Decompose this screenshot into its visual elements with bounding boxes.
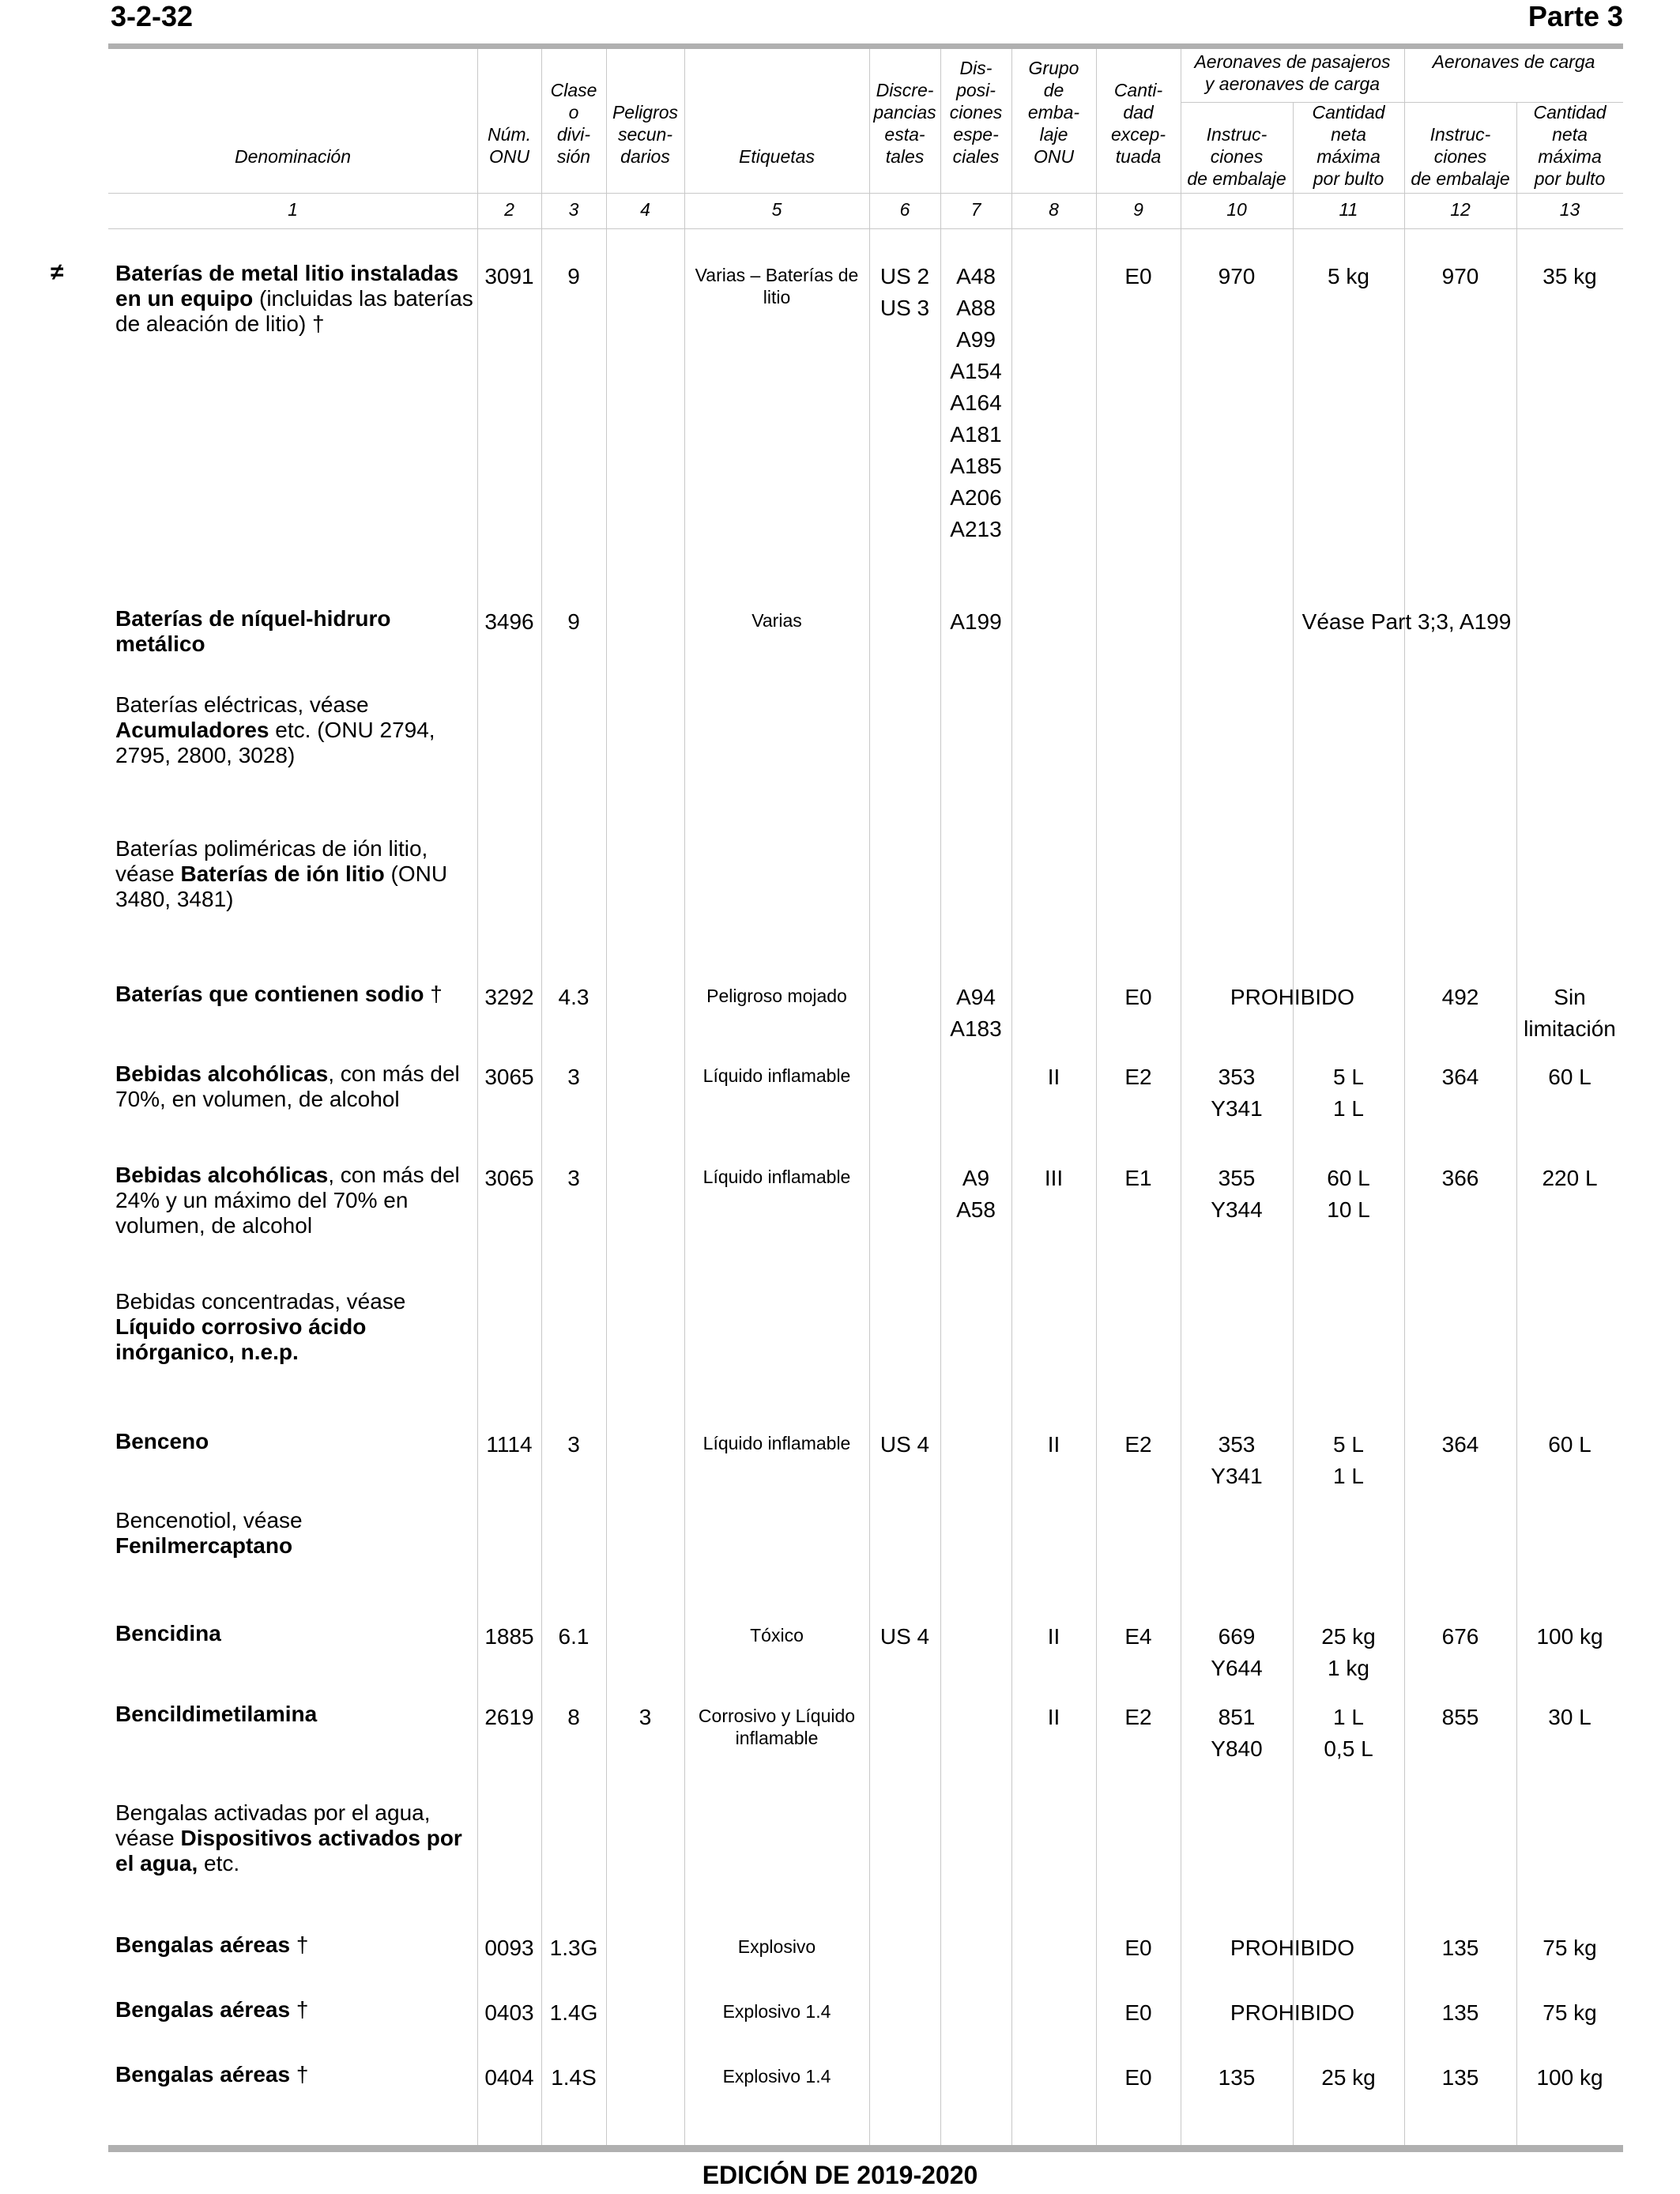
entry-name-bold: Líquido corrosivo ácido inórganico, n.e.p. <box>115 1314 367 1364</box>
entry-name-bold: Bebidas alcohólicas <box>115 1163 329 1187</box>
entry-name-bold: Bebidas alcohólicas <box>115 1061 329 1086</box>
cell-onu: 0093 <box>484 1936 534 1960</box>
col-number: 12 <box>1450 199 1471 220</box>
cell-denominacion <box>115 1702 479 1727</box>
entry-name-text: (incluidas las baterías de aleación de litio) † <box>115 286 473 336</box>
cell-grupo: II <box>1047 1432 1060 1457</box>
cell-cant-exc: E0 <box>1124 264 1152 288</box>
cell-inst1: 353 Y341 <box>1211 1065 1263 1121</box>
cell-inst2: 135 <box>1441 1936 1479 1960</box>
entry-name-bold: Bengalas aéreas <box>115 1932 291 1957</box>
header-cantidad-exceptuada: Canti- dad excep- tuada <box>1110 80 1166 167</box>
change-mark: ≠ <box>51 259 64 285</box>
cell-disposiciones: A48 A88 A99 A154 A164 A181 A185 A206 A213 <box>950 264 1002 541</box>
cell-cant-exc: E2 <box>1124 1065 1152 1089</box>
cell-denominacion <box>115 1289 479 1365</box>
cell-peligros: 3 <box>638 1705 652 1729</box>
part-label: Parte 3 <box>1527 0 1623 32</box>
entry-name-bold: Baterías de ión litio <box>180 861 385 886</box>
cell-etiquetas: Peligroso mojado <box>706 986 847 1006</box>
cell-cant-exc: E0 <box>1124 985 1152 1009</box>
entry-name-text: , con más del 24% y un máximo del 70% en volumen, de alcohol <box>115 1163 460 1238</box>
cell-denominacion <box>115 1621 479 1646</box>
entry-name-bold: Bencildimetilamina <box>115 1702 318 1726</box>
col-number: 2 <box>504 199 514 220</box>
cell-denominacion <box>115 836 479 912</box>
cell-inst1: 669 Y644 <box>1211 1624 1263 1680</box>
cell-denominacion <box>115 1997 479 2022</box>
col-number: 3 <box>568 199 579 220</box>
cell-onu: 1114 <box>486 1432 533 1457</box>
cell-denominacion <box>115 982 479 1007</box>
cell-denominacion <box>115 1800 479 1876</box>
col-number: 13 <box>1559 199 1580 220</box>
cell-cant2: Sin limitación <box>1524 985 1616 1041</box>
col-number: 11 <box>1339 199 1358 220</box>
cell-clase: 9 <box>567 609 580 634</box>
cell-inst1: 355 Y344 <box>1211 1166 1263 1222</box>
cell-etiquetas: Varias – Baterías de litio <box>695 265 859 307</box>
cell-inst2: 366 <box>1441 1166 1479 1190</box>
entry-name-text: Baterías eléctricas, véase <box>115 692 369 717</box>
entry-name-text: etc. (ONU 2794, 2795, 2800, 3028) <box>115 718 435 767</box>
cell-grupo: III <box>1044 1166 1064 1190</box>
cell-cant-exc: E0 <box>1124 1936 1152 1960</box>
cell-discrepancias: US 4 <box>880 1432 930 1457</box>
header-cantidad-neta-1: Cantidad neta máxima por bulto <box>1312 102 1385 189</box>
cell-cant1: 5 L 1 L <box>1333 1432 1364 1488</box>
entry-name-bold: Baterías de níquel-hidruro metálico <box>115 606 391 656</box>
cell-cant2: 100 kg <box>1536 1624 1603 1649</box>
header-num-onu: Núm. ONU <box>488 124 531 167</box>
cell-clase: 1.4S <box>551 2065 597 2090</box>
cell-cant2: 30 L <box>1548 1705 1591 1729</box>
cell-onu: 0404 <box>484 2065 534 2090</box>
cell-discrepancias: US 2 US 3 <box>880 264 930 320</box>
cell-denominacion <box>115 692 479 768</box>
cell-grupo: II <box>1047 1705 1060 1729</box>
cell-clase: 1.3G <box>549 1936 598 1960</box>
header-grupo: Grupo de emba- laje ONU <box>1027 58 1080 167</box>
cell-etiquetas: Líquido inflamable <box>703 1065 851 1086</box>
cell-onu: 3091 <box>484 264 534 288</box>
cell-denominacion <box>115 2062 479 2087</box>
cell-denominacion <box>115 1932 479 1958</box>
entry-name-text: † <box>290 1932 309 1957</box>
cell-prohibido: PROHIBIDO <box>1230 1936 1355 1960</box>
header-discrepancias: Discre- pancias esta- tales <box>873 80 936 167</box>
cell-denominacion <box>115 606 479 657</box>
entry-name-bold: Fenilmercaptano <box>115 1533 293 1558</box>
header-pasajeros-group: Aeronaves de pasajeros y aeronaves de carga <box>1194 51 1391 94</box>
cell-cant2: 35 kg <box>1543 264 1597 288</box>
cell-onu: 3292 <box>484 985 534 1009</box>
cell-clase: 9 <box>567 264 580 288</box>
cell-cant2: 60 L <box>1548 1432 1591 1457</box>
cell-grupo: II <box>1047 1065 1060 1089</box>
cell-denominacion <box>115 261 479 337</box>
cell-inst1: 353 Y341 <box>1211 1432 1263 1488</box>
cell-etiquetas: Tóxico <box>750 1625 804 1646</box>
cell-clase: 4.3 <box>558 985 590 1009</box>
cell-denominacion <box>115 1163 479 1238</box>
entry-name-bold: Bencidina <box>115 1621 221 1646</box>
cell-prohibido: PROHIBIDO <box>1230 2000 1355 2025</box>
cell-cant1: 5 kg <box>1328 264 1369 288</box>
cell-cant-exc: E4 <box>1124 1624 1152 1649</box>
entry-name-text: † <box>290 1997 309 2022</box>
cell-inst1: 851 Y840 <box>1211 1705 1263 1761</box>
cell-clase: 3 <box>567 1166 580 1190</box>
col-number: 8 <box>1049 199 1059 220</box>
entry-name-text: Bengalas activadas por el agua, véase <box>115 1800 431 1850</box>
cell-cant1: 1 L 0,5 L <box>1324 1705 1373 1761</box>
entry-name-bold: Dispositivos activados por el agua, <box>115 1826 462 1875</box>
cell-denominacion <box>115 1061 479 1112</box>
col-number: 1 <box>288 199 298 220</box>
page-number: 3-2-32 <box>111 0 194 32</box>
bottom-rule <box>108 2145 1623 2152</box>
col-number: 4 <box>640 199 650 220</box>
cell-clase: 3 <box>567 1065 580 1089</box>
cell-onu: 0403 <box>484 2000 534 2025</box>
cell-cant2: 75 kg <box>1543 2000 1597 2025</box>
top-rule <box>108 43 1623 49</box>
header-disposiciones: Dis- posi- ciones espe- ciales <box>949 58 1003 167</box>
cell-denominacion <box>115 1508 479 1559</box>
cell-cant-exc: E2 <box>1124 1432 1152 1457</box>
entry-name-text: Bencenotiol, véase <box>115 1508 303 1532</box>
cell-cant2: 220 L <box>1542 1166 1598 1190</box>
cell-etiquetas: Varias <box>751 610 802 631</box>
entry-name-bold: Benceno <box>115 1429 209 1453</box>
cell-disposiciones: A94 A183 <box>950 985 1002 1041</box>
cell-cant1: 25 kg 1 kg <box>1321 1624 1376 1680</box>
cell-etiquetas: Explosivo 1.4 <box>722 2001 831 2022</box>
cell-inst2: 364 <box>1441 1432 1479 1457</box>
entry-name-bold: Bengalas aéreas <box>115 2062 291 2087</box>
header-instrucciones-2: Instruc- ciones de embalaje <box>1411 124 1510 189</box>
col-number: 10 <box>1226 199 1247 220</box>
cell-onu: 2619 <box>484 1705 534 1729</box>
cell-onu: 3065 <box>484 1065 534 1089</box>
entry-name-text: † <box>424 982 443 1006</box>
col-number: 6 <box>899 199 910 220</box>
entry-name-bold: Baterías que contienen sodio <box>115 982 424 1006</box>
edition-footer: EDICIÓN DE 2019-2020 <box>702 2161 978 2189</box>
cell-cant2: 75 kg <box>1543 1936 1597 1960</box>
cell-cant1: 25 kg <box>1321 2065 1376 2090</box>
cell-cant1: 60 L 10 L <box>1327 1166 1370 1222</box>
cell-etiquetas: Explosivo <box>737 1936 816 1957</box>
cell-clase: 3 <box>567 1432 580 1457</box>
col-number: 7 <box>970 199 981 220</box>
cell-denominacion <box>115 1429 479 1454</box>
entry-name-text: † <box>290 2062 309 2087</box>
cell-clase: 8 <box>567 1705 580 1729</box>
entry-name-text: Bebidas concentradas, véase <box>115 1289 406 1314</box>
entry-name-bold: Bengalas aéreas <box>115 1997 291 2022</box>
cell-inst2: 676 <box>1441 1624 1479 1649</box>
cell-onu: 3496 <box>484 609 534 634</box>
entry-name-bold: Acumuladores <box>115 718 269 742</box>
cell-onu: 3065 <box>484 1166 534 1190</box>
cell-etiquetas: Corrosivo y Líquido inflamable <box>698 1706 856 1748</box>
cell-grupo: II <box>1047 1624 1060 1649</box>
cell-etiquetas: Líquido inflamable <box>703 1167 851 1187</box>
cell-discrepancias: US 4 <box>880 1624 930 1649</box>
cell-cant2: 60 L <box>1548 1065 1591 1089</box>
cell-cant-exc: E1 <box>1124 1166 1152 1190</box>
header-etiquetas: Etiquetas <box>739 146 815 167</box>
cell-etiquetas: Líquido inflamable <box>703 1433 851 1453</box>
cell-inst2: 855 <box>1441 1705 1479 1729</box>
cell-disposiciones: A199 <box>950 609 1002 634</box>
header-peligros: Peligros secun- darios <box>612 102 679 167</box>
cell-cant-exc: E0 <box>1124 2065 1152 2090</box>
cell-cant-exc: E2 <box>1124 1705 1152 1729</box>
cell-inst1: 135 <box>1218 2065 1256 2090</box>
cell-onu: 1885 <box>484 1624 534 1649</box>
entry-name-text: , con más del 70%, en volumen, de alcohol <box>115 1061 460 1111</box>
entry-name-text: Baterías poliméricas de ión litio, véase <box>115 836 428 886</box>
cell-inst2: 970 <box>1441 264 1479 288</box>
cell-prohibido: PROHIBIDO <box>1230 985 1355 1009</box>
col-number: 9 <box>1133 199 1143 220</box>
cell-inst2: 364 <box>1441 1065 1479 1089</box>
header-cantidad-neta-2: Cantidad neta máxima por bulto <box>1533 102 1607 189</box>
cell-inst2: 135 <box>1441 2065 1479 2090</box>
cell-disposiciones: A9 A58 <box>956 1166 996 1222</box>
cell-cant1: 5 L 1 L <box>1333 1065 1364 1121</box>
header-carga-group: Aeronaves de carga <box>1432 51 1595 72</box>
cell-clase: 6.1 <box>558 1624 590 1649</box>
cell-vease-reference: Véase Part 3;3, A199 <box>1301 609 1512 634</box>
header-denominacion: Denominación <box>234 146 352 167</box>
entry-name-bold: Baterías de metal litio instaladas en un equipo <box>115 261 459 311</box>
col-number: 5 <box>771 199 782 220</box>
cell-cant2: 100 kg <box>1536 2065 1603 2090</box>
cell-inst1: 970 <box>1218 264 1256 288</box>
entry-name-text: (ONU 3480, 3481) <box>115 861 448 911</box>
cell-cant-exc: E0 <box>1124 2000 1152 2025</box>
cell-inst2: 492 <box>1441 985 1479 1009</box>
cell-etiquetas: Explosivo 1.4 <box>722 2066 831 2087</box>
header-instrucciones-1: Instruc- ciones de embalaje <box>1187 124 1286 189</box>
cell-inst2: 135 <box>1441 2000 1479 2025</box>
header-clase: Clase o divi- sión <box>550 80 597 167</box>
cell-clase: 1.4G <box>549 2000 598 2025</box>
entry-name-text: etc. <box>198 1851 240 1875</box>
